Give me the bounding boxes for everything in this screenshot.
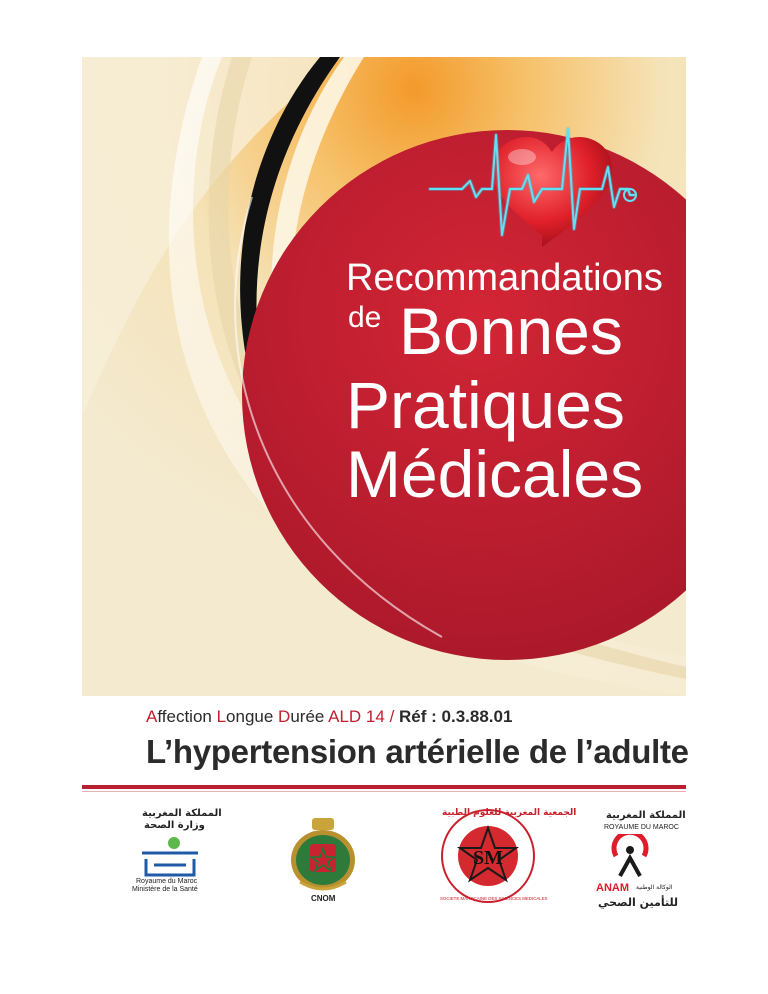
smsm-emblem-icon [440, 808, 536, 904]
smsm-monogram: SM [473, 847, 503, 869]
title-divider [82, 785, 686, 789]
subtitle-reference: Réf : 0.3.88.01 [399, 707, 513, 726]
cnom-caption: CNOM [311, 894, 336, 903]
title-divider-thin [82, 791, 686, 792]
ministry-of-health-logo [130, 808, 222, 893]
ministry-emblem-icon [140, 835, 200, 877]
subtitle-duree: urée [290, 707, 329, 726]
subtitle-slash: / [384, 707, 400, 726]
anam-caption-kingdom: ROYAUME DU MAROC [604, 824, 679, 831]
anam-arabic-kingdom: المملكة المغربية [606, 810, 686, 821]
anam-arabic-agency: الوكالة الوطنية [636, 884, 673, 891]
title-pratiques: Pratiques [346, 368, 625, 442]
ministry-arabic-kingdom: المملكة المغربية [142, 808, 222, 819]
ministry-arabic-name: وزارة الصحة [144, 820, 205, 831]
smsm-logo [440, 808, 577, 904]
subtitle-affection: ffection [157, 707, 217, 726]
smsm-ring-text: SOCIETE MAROCAINE DES SCIENCES MEDICALES [440, 896, 548, 901]
subtitle-l-initial: L [216, 707, 227, 726]
subtitle-d-initial: D [278, 707, 291, 726]
subtitle-longue: ongue [226, 707, 279, 726]
smsm-arabic-ring: الجمعية المغربية للعلوم الطبية [442, 808, 577, 818]
ald-subtitle [146, 707, 512, 727]
title-medicales: Médicales [346, 437, 644, 511]
anam-name: ANAM [596, 882, 629, 894]
title-de: de [348, 301, 382, 334]
title-recommandations: Recommandations [346, 257, 663, 299]
subtitle-ald: ALD 14 [328, 707, 385, 726]
title-bonnes: Bonnes [399, 294, 623, 368]
ministry-caption-name: Ministère de la Santé [132, 886, 198, 893]
anam-arabic-insurance: للتأمين الصحي [598, 896, 679, 909]
cnom-emblem-icon [288, 816, 358, 892]
subtitle-a-initial: A [146, 707, 158, 726]
ministry-caption-kingdom: Royaume du Maroc [136, 878, 198, 885]
anam-logo [596, 810, 686, 910]
anam-emblem-icon [610, 834, 650, 880]
document-title: L’hypertension artérielle de l’adulte [146, 733, 689, 770]
cnom-logo [288, 816, 358, 904]
